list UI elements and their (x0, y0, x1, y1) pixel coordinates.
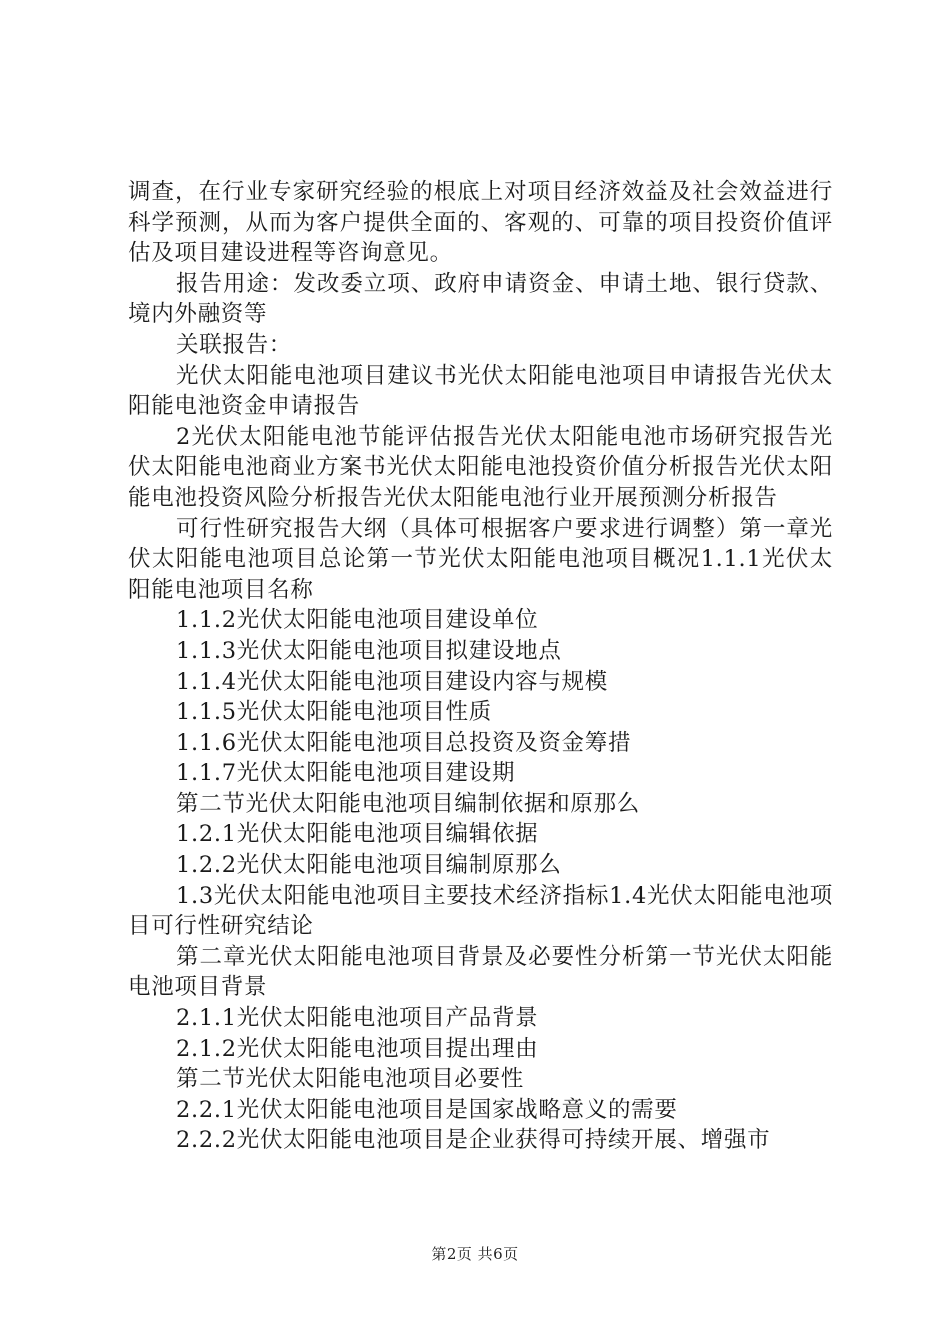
outline-section-2-2: 第二节光伏太阳能电池项目必要性 (176, 1066, 525, 1093)
outline-item-2-1-1: 2.1.1光伏太阳能电池项目产品背景 (176, 1005, 539, 1032)
outline-item-2-2-2: 2.2.2光伏太阳能电池项目是企业获得可持续开展、增强市 (176, 1127, 771, 1154)
paragraph-outline-intro: 可行性研究报告大纲（具体可根据客户要求进行调整）第一章光伏太阳能电池项目总论第一节光伏太阳能电池项目概况1.1.1光伏太阳能电池项目名称 (128, 515, 833, 603)
paragraph-report-usage: 报告用途：发改委立项、政府申请资金、申请土地、银行贷款、境内外融资等 (128, 270, 833, 328)
paragraph-related-reports-2: 2光伏太阳能电池节能评估报告光伏太阳能电池市场研究报告光伏太阳能电池商业方案书光伏太阳能电池投资价值分析报告光伏太阳能电池投资风险分析报告光伏太阳能电池行业开展预测分析报告 (128, 423, 833, 511)
paragraph-related-reports-heading: 关联报告： (176, 331, 293, 358)
outline-item-1-2-1: 1.2.1光伏太阳能电池项目编辑依据 (176, 821, 539, 848)
outline-item-2-1-2: 2.1.2光伏太阳能电池项目提出理由 (176, 1035, 539, 1062)
outline-item-2-2-1: 2.2.1光伏太阳能电池项目是国家战略意义的需要 (176, 1096, 678, 1123)
outline-item-1-1-4: 1.1.4光伏太阳能电池项目建设内容与规模 (176, 668, 608, 695)
document-body (128, 177, 833, 1156)
outline-section-1-2: 第二节光伏太阳能电池项目编制依据和原那么 (176, 790, 641, 817)
paragraph-intro-continued: 调查，在行业专家研究经验的根底上对项目经济效益及社会效益进行科学预测，从而为客户提供全面的、客观的、可靠的项目投资价值评估及项目建设进程等咨询意见。 (128, 179, 833, 267)
page-number-footer: 第2页 共6页 (431, 1245, 519, 1263)
outline-item-1-2-2: 1.2.2光伏太阳能电池项目编制原那么 (176, 852, 562, 879)
outline-item-1-1-5: 1.1.5光伏太阳能电池项目性质 (176, 699, 492, 726)
outline-item-1-1-7: 1.1.7光伏太阳能电池项目建设期 (176, 760, 516, 787)
outline-item-1-1-3: 1.1.3光伏太阳能电池项目拟建设地点 (176, 637, 562, 664)
paragraph-related-reports-1: 光伏太阳能电池项目建议书光伏太阳能电池项目申请报告光伏太阳能电池资金申请报告 (128, 362, 833, 420)
outline-item-1-1-6: 1.1.6光伏太阳能电池项目总投资及资金筹措 (176, 729, 632, 756)
outline-item-1-1-2: 1.1.2光伏太阳能电池项目建设单位 (176, 607, 539, 634)
outline-item-1-3-1-4: 1.3光伏太阳能电池项目主要技术经济指标1.4光伏太阳能电池项目可行性研究结论 (128, 882, 833, 940)
outline-chapter-2: 第二章光伏太阳能电池项目背景及必要性分析第一节光伏太阳能电池项目背景 (128, 943, 833, 1001)
